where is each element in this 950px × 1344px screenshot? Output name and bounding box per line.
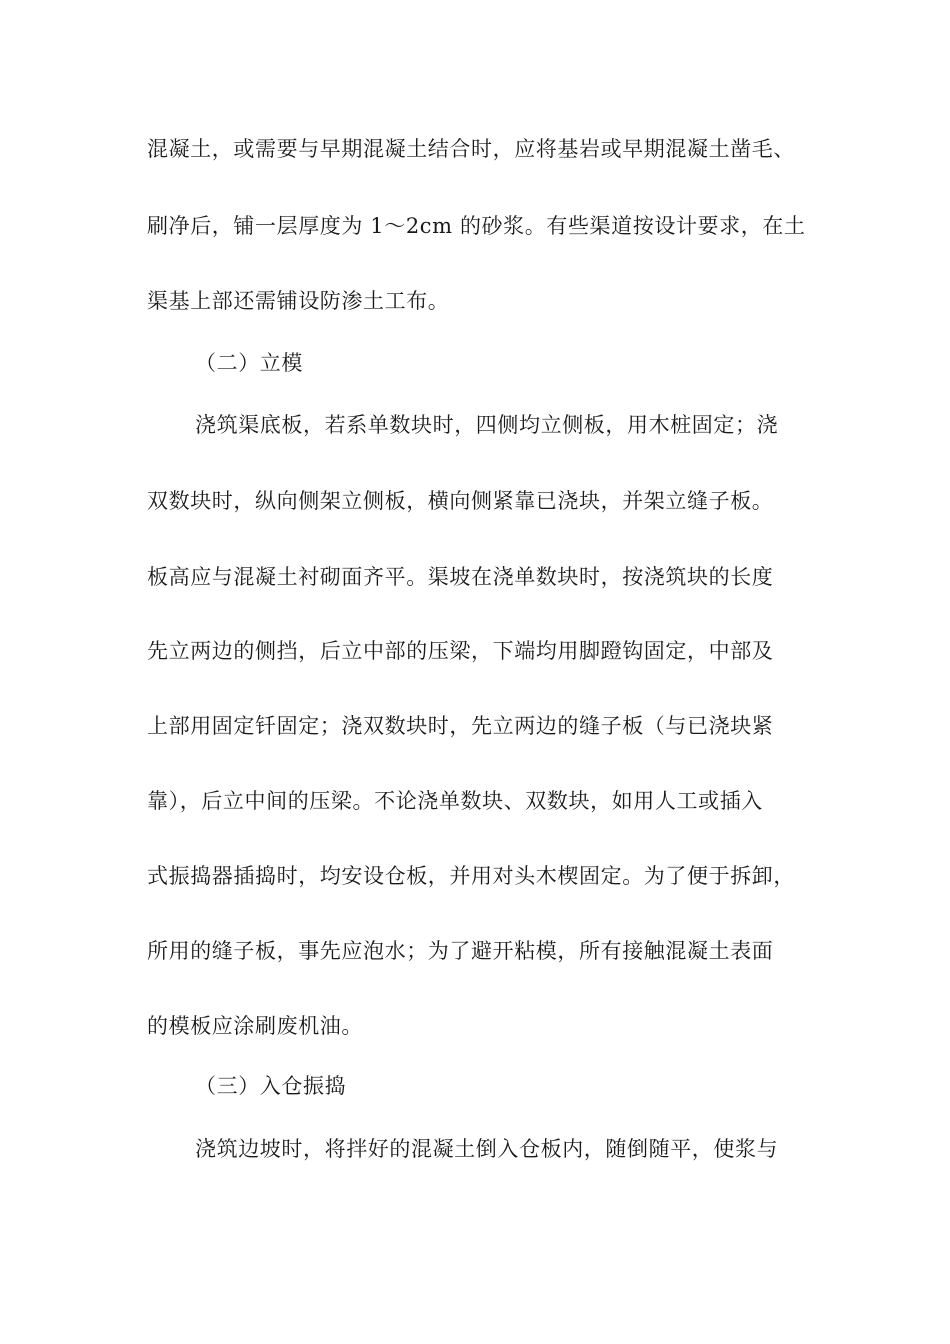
text-line: 式振捣器插捣时，均安设仓板，并用对头木楔固定。为了便于拆卸， bbox=[147, 864, 795, 888]
text-line: 先立两边的侧挡，后立中部的压梁，下端均用脚蹬钩固定，中部及 bbox=[147, 639, 774, 663]
text-line: 渠基上部还需铺设防渗土工布。 bbox=[147, 289, 450, 313]
text-line: 浇筑渠底板，若系单数块时，四侧均立侧板，用木桩固定；浇 bbox=[195, 413, 779, 437]
section-heading: （二）立模 bbox=[195, 351, 303, 375]
text-line: 混凝土，或需要与早期混凝土结合时，应将基岩或早期混凝土凿毛、 bbox=[147, 137, 795, 161]
text-line: 刷净后，铺一层厚度为 1～2cm 的砂浆。有些渠道按设计要求，在土 bbox=[147, 214, 806, 238]
text-line: 浇筑边坡时，将拌好的混凝土倒入仓板内，随倒随平，使浆与 bbox=[195, 1137, 779, 1161]
section-heading: （三）入仓振捣 bbox=[195, 1074, 347, 1098]
text-line: 靠），后立中间的压梁。不论浇单数块、双数块，如用人工或插入 bbox=[147, 789, 763, 813]
text-line: 上部用固定钎固定；浇双数块时，先立两边的缝子板（与已浇块紧 bbox=[147, 714, 774, 738]
text-line: 的模板应涂刷废机油。 bbox=[147, 1014, 363, 1038]
text-line: 板高应与混凝土衬砌面齐平。渠坡在浇单数块时，按浇筑块的长度 bbox=[147, 565, 774, 589]
text-line: 双数块时，纵向侧架立侧板，横向侧紧靠已浇块，并架立缝子板。 bbox=[147, 489, 774, 513]
text-line: 所用的缝子板，事先应泡水；为了避开粘模，所有接触混凝土表面 bbox=[147, 939, 774, 963]
